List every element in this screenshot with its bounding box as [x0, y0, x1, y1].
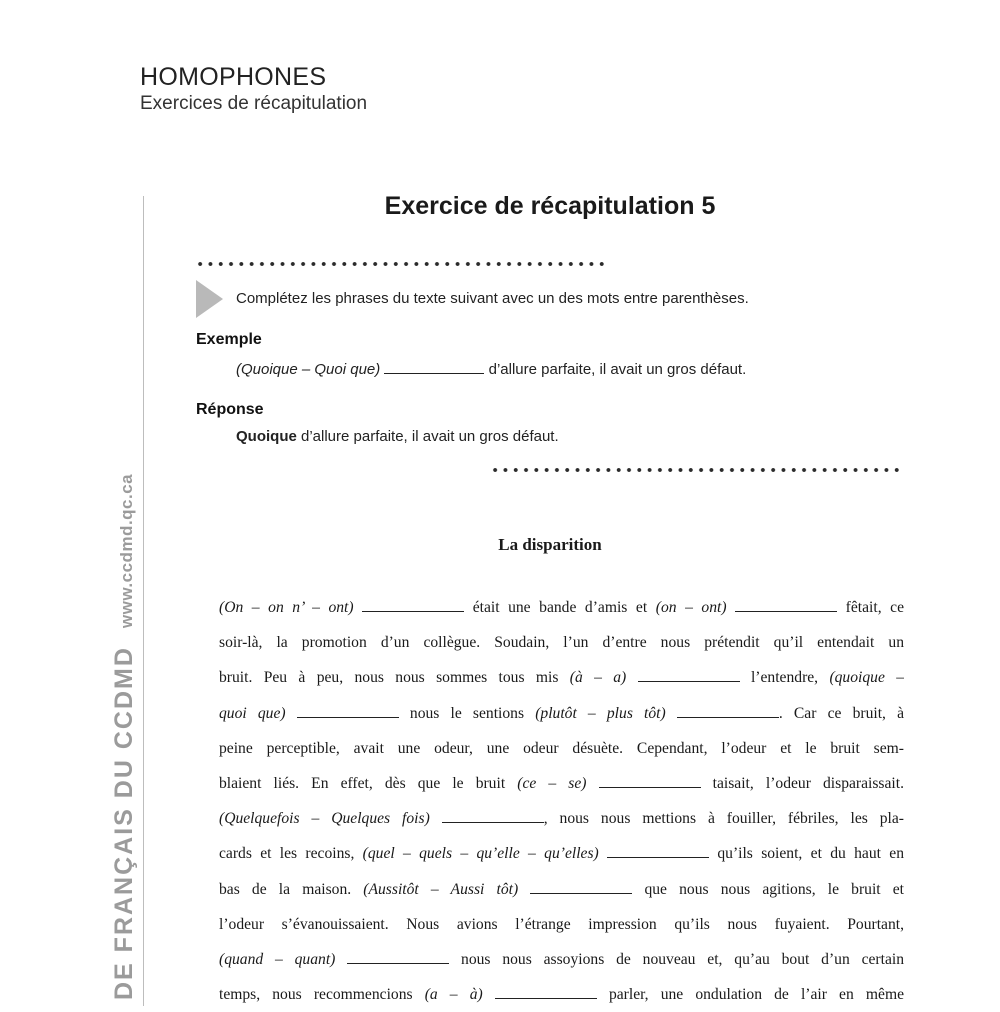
story-text-segment: l’entendre, [739, 669, 830, 687]
story-text-segment: était une bande d’amis et [464, 599, 656, 616]
example-choice: (Quoique – Quoi que) [236, 361, 381, 378]
story-line [219, 801, 904, 836]
word-choices: (On – on n’ – ont) [219, 599, 354, 616]
fill-blank[interactable] [347, 951, 449, 964]
story-line [219, 625, 904, 660]
story-line [219, 872, 904, 907]
word-choices: (quoique – [829, 669, 904, 687]
fill-blank[interactable] [297, 705, 399, 718]
fill-blank[interactable] [638, 669, 740, 682]
play-arrow-icon [196, 280, 223, 318]
story-text-segment: temps, nous recommencions [219, 986, 425, 1004]
fill-blank[interactable] [677, 705, 779, 718]
story-line [219, 731, 904, 766]
story-text-segment: bas de la maison. [219, 880, 364, 898]
story-text-segment: parler, une ondulation de l’air en même [596, 986, 904, 1004]
dotted-divider-bottom [490, 467, 904, 473]
story-line [219, 766, 904, 801]
fill-blank[interactable] [599, 775, 701, 788]
answer-label: Réponse [196, 401, 264, 418]
word-choices: (Aussitôt – Aussi tôt) [363, 880, 519, 898]
story-text [219, 590, 904, 1012]
story-line [219, 590, 904, 625]
dotted-divider-top [195, 261, 607, 267]
fill-blank[interactable] [442, 810, 544, 823]
story-text-segment: . Car ce bruit, à [778, 704, 904, 722]
story-text-segment: peine perceptible, avait une odeur, une odeur désuète. Cependant, l’odeur et le bruit sem- [219, 739, 904, 757]
word-choices: (quel – quels – qu’elle – qu’elles) [362, 845, 599, 863]
word-choices: quoi que) [219, 704, 286, 722]
story-text-segment: blaient liés. En effet, dès que le bruit [219, 774, 518, 792]
section-subtitle: Exercices de récapitulation [140, 93, 368, 114]
story-text-segment: bruit. Peu à peu, nous nous sommes tous mis [219, 669, 570, 687]
fill-blank[interactable] [530, 881, 632, 894]
story-line [219, 836, 904, 871]
sidebar-branding [110, 400, 144, 1000]
story-text-segment: soir-là, la promotion d’un collègue. Soudain, l’un d’entre nous prétendit qu’il entendait un [219, 634, 904, 652]
fill-blank[interactable] [607, 845, 709, 858]
section-title: HOMOPHONES [140, 63, 327, 91]
story-line [219, 977, 904, 1012]
answer-rest: d’allure parfaite, il avait un gros défaut. [296, 428, 559, 445]
sidebar-url: www.ccdmd.qc.ca [117, 473, 136, 629]
fill-blank[interactable] [362, 599, 464, 612]
story-text-segment: , nous nous mettions à fouiller, fébriles, les pla- [543, 810, 904, 828]
exercise-title: Exercice de récapitulation 5 [384, 192, 716, 220]
answer-sentence [236, 428, 559, 445]
story-text-segment: cards et les recoins, [219, 845, 363, 863]
fill-blank[interactable] [735, 599, 837, 612]
story-line [219, 660, 904, 695]
story-text-segment: fêtait, ce [837, 599, 904, 616]
story-line [219, 942, 904, 977]
word-choices: (a – à) [424, 986, 483, 1004]
story-line [219, 907, 904, 942]
instruction-text: Complétez les phrases du texte suivant avec un des mots entre parenthèses. [236, 290, 749, 307]
word-choices: (quand – quant) [219, 950, 336, 968]
story-text-segment: taisait, l’odeur disparaissait. [700, 774, 904, 792]
word-choices: (plutôt – plus tôt) [535, 704, 666, 722]
story-line [219, 696, 904, 731]
example-blank[interactable] [384, 359, 484, 374]
story-title: La disparition [498, 535, 602, 554]
fill-blank[interactable] [495, 986, 597, 999]
sidebar-brand-text: DE FRANÇAIS DU CCDMD [110, 646, 138, 1000]
story-text-segment: que nous nous agitions, le bruit et [632, 880, 904, 898]
page-header [140, 62, 367, 116]
example-label: Exemple [196, 331, 262, 348]
example-rest: d’allure parfaite, il avait un gros défaut. [488, 361, 747, 378]
word-choices: (à – a) [569, 669, 627, 687]
example-sentence [236, 359, 746, 378]
answer-word: Quoique [236, 428, 297, 445]
story-text-segment: qu’ils soient, et du haut en [709, 845, 904, 863]
word-choices: (ce – se) [517, 774, 587, 792]
story-text-segment: l’odeur s’évanouissaient. Nous avions l’étrange impression qu’ils nous fuyaient. Pourtant, [219, 915, 904, 933]
story-text-segment: nous le sentions [398, 704, 536, 722]
story-text-segment: nous nous assoyions de nouveau et, qu’au bout d’un certain [449, 950, 904, 968]
word-choices: (Quelquefois – Quelques fois) [219, 810, 430, 828]
word-choices: (on – ont) [655, 599, 727, 616]
